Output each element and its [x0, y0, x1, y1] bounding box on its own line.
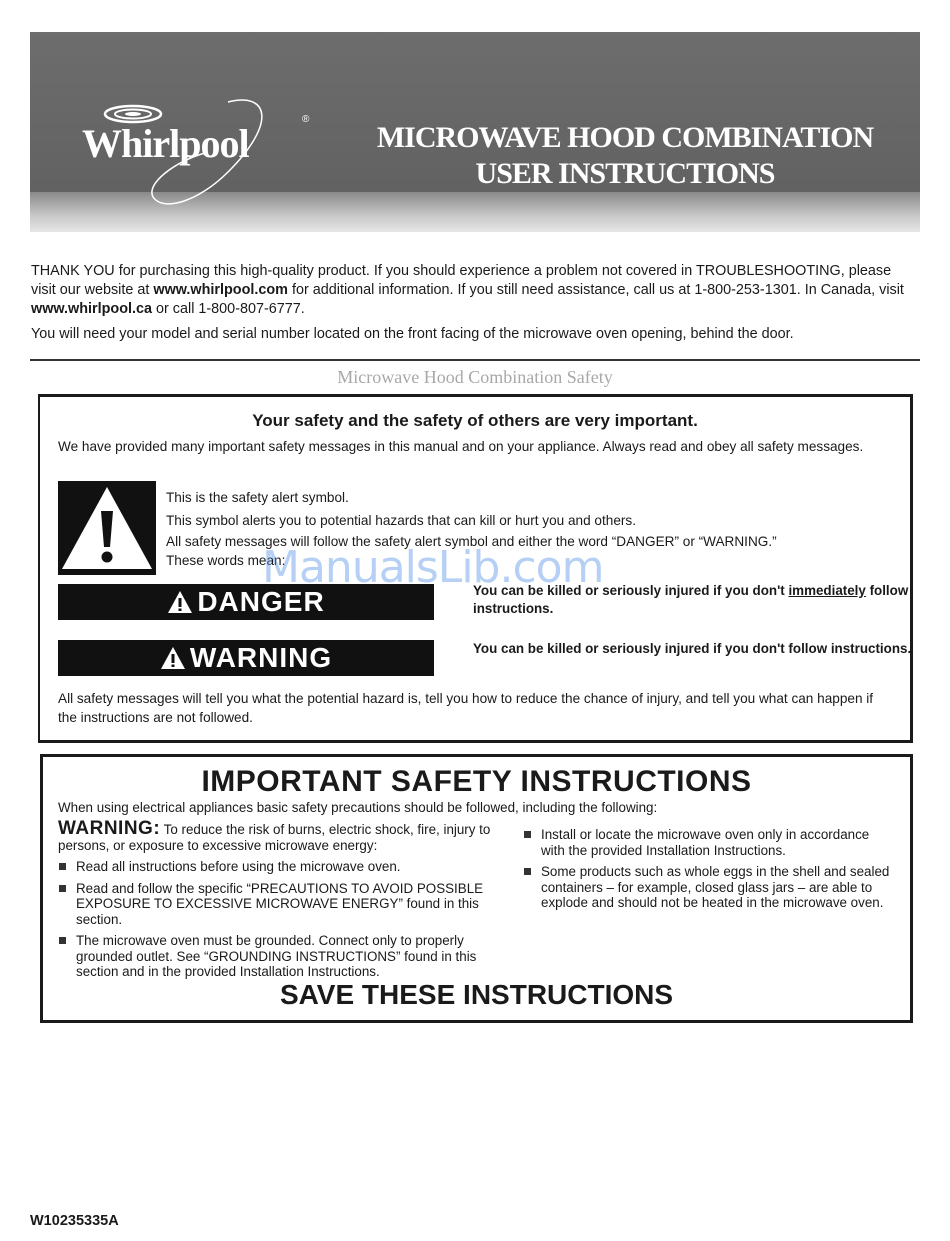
document-code: W10235335A: [30, 1213, 119, 1229]
danger-label: DANGER: [197, 586, 325, 617]
warning-explanation: You can be killed or seriously injured if you don't follow instructions.: [473, 641, 912, 656]
important-heading: IMPORTANT SAFETY INSTRUCTIONS: [201, 765, 752, 798]
intro-text-b: for additional information. If you still need assistance, call us at 1-800-253-1301. In Canada, visit: [287, 282, 904, 298]
website-us-link[interactable]: www.whirlpool.com: [153, 282, 288, 298]
list-item: Install or locate the microwave oven only in accordance with the provided Installation Instructions.: [523, 827, 893, 858]
intro-text-c: or call 1-800-807-6777.: [152, 301, 305, 317]
important-intro: When using electrical appliances basic safety precautions should be followed, including the following:: [58, 800, 658, 815]
section-divider: [30, 359, 920, 361]
alert-line-3: All safety messages will follow the safety alert symbol and either the word “DANGER” or “WARNING.”: [166, 534, 777, 549]
alert-line-2: This symbol alerts you to potential hazards that can kill or hurt you and others.: [166, 513, 636, 528]
alert-line-4: These words mean:: [166, 553, 286, 568]
save-instructions-heading: SAVE THESE INSTRUCTIONS: [279, 979, 674, 1010]
intro-text-a: THANK YOU for purchasing this high-quality product. If you should experience a problem not covered in TROUBLESHOOTING, please visit our website at: [31, 263, 892, 298]
list-item: Read all instructions before using the microwave oven.: [58, 859, 498, 875]
brand-logo-text: Whirlpool: [82, 121, 249, 166]
intro-paragraph-1: [31, 262, 911, 319]
right-column: [523, 827, 893, 911]
title-line-2: USER INSTRUCTIONS: [475, 157, 775, 190]
left-column: [58, 818, 498, 980]
manualslib-watermark: ManualsLib.com: [262, 542, 604, 593]
document-title: [330, 120, 920, 192]
warning-text: To reduce the risk of burns, electric shock, fire, injury to persons, or exposure to excessive microwave energy:: [58, 822, 491, 853]
warning-label-text: WARNING:: [58, 818, 161, 839]
alert-line-1: This is the safety alert symbol.: [166, 490, 349, 505]
list-item: Read and follow the specific “PRECAUTIONS TO AVOID POSSIBLE EXPOSURE TO EXCESSIVE MICROWAVE ENERGY” found in this section.: [58, 881, 498, 928]
important-safety-box: [40, 754, 913, 1023]
warning-label: WARNING: [189, 642, 333, 673]
danger-text-underlined: immediately: [788, 583, 866, 598]
list-item: The microwave oven must be grounded. Connect only to properly grounded outlet. See “GROUNDING INSTRUCTIONS” found in this section and in the provided Installation Instructions.: [58, 933, 498, 980]
registered-mark: ®: [302, 114, 310, 125]
website-ca-link[interactable]: www.whirlpool.ca: [31, 301, 152, 317]
list-item: Some products such as whole eggs in the shell and sealed containers – for example, closed glass jars – are able to explode and should not be heated in the microwave oven.: [523, 864, 893, 911]
danger-text-a: You can be killed or seriously injured if you don't: [473, 583, 789, 598]
safety-alert-triangle-icon: [58, 481, 156, 575]
warning-alert-icon: [160, 646, 186, 670]
danger-alert-icon: [167, 590, 193, 614]
title-line-1: MICROWAVE HOOD COMBINATION: [376, 121, 874, 154]
intro-paragraph-2: You will need your model and serial number located on the front facing of the microwave oven opening, behind the door.: [31, 326, 794, 342]
header-banner: [30, 32, 920, 232]
warning-paragraph: [58, 818, 498, 853]
warning-signal-word: [58, 640, 434, 676]
danger-text-b: follow instructions.: [473, 583, 909, 616]
safety-footer-text: All safety messages will tell you what the potential hazard is, tell you how to reduce the chance of injury, and tell you what can happen if the instructions are not followed.: [58, 691, 874, 725]
section-title: Microwave Hood Combination Safety: [337, 367, 613, 387]
safety-intro-text: We have provided many important safety messages in this manual and on your appliance. Always read and obey all safety messages.: [58, 439, 864, 454]
intro-text: [31, 262, 911, 344]
safety-heading: Your safety and the safety of others are very important.: [252, 411, 698, 430]
